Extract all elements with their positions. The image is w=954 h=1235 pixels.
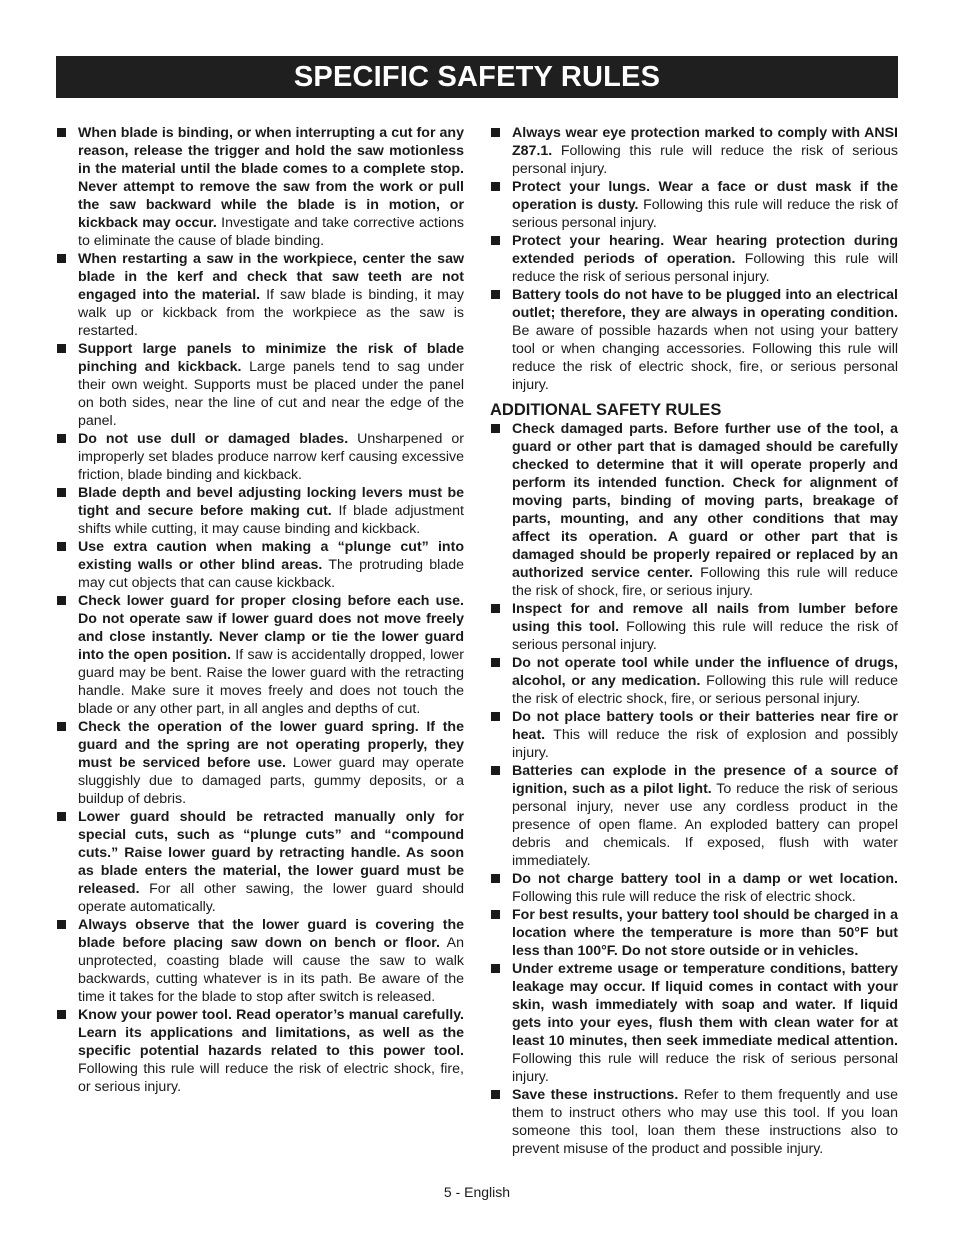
- rule-lead: Blade depth and bevel adjusting locking levers must be tight and secure before making cut.: [78, 485, 464, 519]
- rule-item: [490, 600, 898, 654]
- square-bullet-icon: [491, 658, 500, 667]
- title-bar: [56, 56, 898, 98]
- square-bullet-icon: [491, 766, 500, 775]
- rule-item: [490, 286, 898, 394]
- rule-lead: Under extreme usage or temperature conditions, battery leakage may occur. If liquid comes in contact with your skin, wash immediately with soap and water. If liquid gets into your eyes, flush them with clean water for at least 10 minutes, then seek immediate medical attention.: [512, 961, 898, 1049]
- rule-list: [56, 124, 464, 1096]
- rule-text: Investigate and take corrective actions to eliminate the cause of blade binding.: [78, 215, 464, 249]
- rule-text: Following this rule will reduce the risk of serious personal injury.: [512, 619, 898, 653]
- rule-list: [490, 124, 898, 394]
- rule-item: [490, 906, 898, 960]
- square-bullet-icon: [491, 964, 500, 973]
- left-column: [56, 124, 464, 1096]
- rule-lead: Save these instructions.: [512, 1087, 679, 1103]
- square-bullet-icon: [491, 604, 500, 613]
- rule-lead: Battery tools do not have to be plugged into an electrical outlet; therefore, they are always in operating condition.: [512, 287, 898, 321]
- rule-item: [490, 708, 898, 762]
- rule-item: [490, 124, 898, 178]
- rule-lead: When blade is binding, or when interrupting a cut for any reason, release the trigger and hold the saw motionless in the material until the blade comes to a complete stop. Never attempt to remove the saw from the work or pull the saw backward while the blade is in motion, or kickback may occur.: [78, 125, 464, 231]
- rule-item: [490, 232, 898, 286]
- rule-text: Be aware of possible hazards when not using your battery tool or when changing accessories. Following this rule will reduce the risk of electric shock, fire, or serious personal injury.: [512, 323, 898, 393]
- rule-text: Following this rule will reduce the risk of electric shock, fire, or serious injury.: [78, 1061, 464, 1095]
- square-bullet-icon: [57, 128, 66, 137]
- rule-text: If saw blade is binding, it may walk up or kickback from the workpiece as the saw is restarted.: [78, 287, 464, 339]
- rule-lead: Do not place battery tools or their batteries near fire or heat.: [512, 709, 898, 743]
- rule-item: [56, 538, 464, 592]
- square-bullet-icon: [57, 596, 66, 605]
- rule-text: Refer to them frequently and use them to instruct others who may use this tool. If you loan someone this tool, loan them these instructions also to prevent misuse of the product and possible injury.: [512, 1087, 898, 1157]
- rule-item: [56, 808, 464, 916]
- rule-item: [490, 960, 898, 1086]
- square-bullet-icon: [491, 874, 500, 883]
- rule-text: Following this rule will reduce the risk of serious personal injury.: [512, 251, 898, 285]
- rule-text: To reduce the risk of serious personal injury, never use any cordless product in the presence of open flame. An exploded battery can propel debris and chemicals. If exposed, flush with water immediately.: [512, 781, 898, 869]
- square-bullet-icon: [57, 722, 66, 731]
- rule-lead: Batteries can explode in the presence of a source of ignition, such as a pilot light.: [512, 763, 898, 797]
- rule-item: [56, 430, 464, 484]
- rule-item: [56, 592, 464, 718]
- rule-text: Unsharpened or improperly set blades produce narrow kerf causing excessive friction, blade binding and kickback.: [78, 431, 464, 483]
- rule-lead: Check lower guard for proper closing before each use. Do not operate saw if lower guard does not move freely and close instantly. Never clamp or tie the lower guard into the open position.: [78, 593, 464, 663]
- rule-item: [56, 916, 464, 1006]
- rule-item: [56, 340, 464, 430]
- rule-item: [490, 178, 898, 232]
- rule-text: If blade adjustment shifts while cutting, it may cause binding and kickback.: [78, 503, 464, 537]
- rule-item: [490, 870, 898, 906]
- square-bullet-icon: [491, 712, 500, 721]
- rule-lead: Know your power tool. Read operator’s manual carefully. Learn its applications and limitations, as well as the specific potential hazards related to this power tool.: [78, 1007, 464, 1059]
- rule-text: If saw is accidentally dropped, lower guard may be bent. Raise the lower guard with the retracting handle. Make sure it moves freely and does not touch the blade or any other part, in all angles and depths of cut.: [78, 647, 464, 717]
- rule-item: [490, 762, 898, 870]
- rule-text: Lower guard may operate sluggishly due to damaged parts, gummy deposits, or a buildup of debris.: [78, 755, 464, 807]
- right-column: [490, 124, 898, 1158]
- square-bullet-icon: [491, 910, 500, 919]
- rule-text: This will reduce the risk of explosion and possibly injury.: [512, 727, 898, 761]
- rule-lead: Support large panels to minimize the risk of blade pinching and kickback.: [78, 341, 464, 375]
- square-bullet-icon: [57, 920, 66, 929]
- rule-item: [490, 420, 898, 600]
- rule-lead: Protect your hearing. Wear hearing protection during extended periods of operation.: [512, 233, 898, 267]
- rule-text: Following this rule will reduce the risk of shock, fire, or serious injury.: [512, 565, 898, 599]
- rule-lead: Protect your lungs. Wear a face or dust mask if the operation is dusty.: [512, 179, 898, 213]
- rule-lead: Use extra caution when making a “plunge cut” into existing walls or other blind areas.: [78, 539, 464, 573]
- rule-item: [56, 124, 464, 250]
- square-bullet-icon: [57, 1010, 66, 1019]
- rule-item: [490, 1086, 898, 1158]
- rule-lead: For best results, your battery tool should be charged in a location where the temperature is more than 50°F but less than 100°F. Do not store outside or in vehicles.: [512, 907, 898, 959]
- square-bullet-icon: [491, 182, 500, 191]
- rule-text: The protruding blade may cut objects that can cause kickback.: [78, 557, 464, 591]
- rule-lead: Check the operation of the lower guard spring. If the guard and the spring are not operating properly, they must be serviced before use.: [78, 719, 464, 771]
- rule-text: An unprotected, coasting blade will cause the saw to walk backwards, cutting whatever is in its path. Be aware of the time it takes for the blade to stop after switch is released.: [78, 935, 464, 1005]
- rule-lead: Do not operate tool while under the influence of drugs, alcohol, or any medication.: [512, 655, 898, 689]
- square-bullet-icon: [491, 128, 500, 137]
- page-footer: 5 - English: [443, 1184, 511, 1200]
- square-bullet-icon: [57, 344, 66, 353]
- square-bullet-icon: [57, 434, 66, 443]
- rule-text: Following this rule will reduce the risk of electric shock, fire, or serious personal injury.: [512, 673, 898, 707]
- square-bullet-icon: [491, 236, 500, 245]
- rule-lead: Check damaged parts. Before further use of the tool, a guard or other part that is damaged should be carefully checked to determine that it will operate properly and perform its intended function. Check for alignment of moving parts, binding of moving parts, breakage of parts, mounting, and any other conditions that may affect its operation. A guard or other part that is damaged should be properly repaired or replaced by an authorized service center.: [512, 421, 898, 581]
- square-bullet-icon: [491, 1090, 500, 1099]
- square-bullet-icon: [57, 542, 66, 551]
- rule-lead: Do not use dull or damaged blades.: [78, 431, 349, 447]
- rule-text: Following this rule will reduce the risk of serious personal injury.: [512, 1051, 898, 1085]
- rule-lead: Do not charge battery tool in a damp or wet location.: [512, 871, 898, 887]
- rule-lead: Lower guard should be retracted manually only for special cuts, such as “plunge cuts” and “compound cuts.” Raise lower guard by retracting handle. As soon as blade enters the material, the lower guard must be released.: [78, 809, 464, 897]
- square-bullet-icon: [491, 424, 500, 433]
- rule-item: [56, 1006, 464, 1096]
- square-bullet-icon: [57, 254, 66, 263]
- page-title: SPECIFIC SAFETY RULES: [293, 60, 661, 93]
- rule-lead: Always observe that the lower guard is covering the blade before placing saw down on bench or floor.: [78, 917, 464, 951]
- rule-text: Following this rule will reduce the risk of serious personal injury.: [512, 143, 898, 177]
- rule-text: Following this rule will reduce the risk of serious personal injury.: [512, 197, 898, 231]
- rule-list: [490, 420, 898, 1158]
- rule-text: Large panels tend to sag under their own weight. Supports must be placed under the panel on both sides, near the line of cut and near the edge of the panel.: [78, 359, 464, 429]
- rule-text: Following this rule will reduce the risk of electric shock.: [512, 889, 856, 905]
- rule-lead: When restarting a saw in the workpiece, center the saw blade in the kerf and check that saw teeth are not engaged into the material.: [78, 251, 464, 303]
- rule-text: For all other sawing, the lower guard should operate automatically.: [78, 881, 464, 915]
- rule-lead: Inspect for and remove all nails from lumber before using this tool.: [512, 601, 898, 635]
- rule-lead: Always wear eye protection marked to comply with ANSI Z87.1.: [512, 125, 898, 159]
- section-heading: ADDITIONAL SAFETY RULES: [490, 401, 722, 419]
- square-bullet-icon: [491, 290, 500, 299]
- square-bullet-icon: [57, 488, 66, 497]
- rule-item: [56, 484, 464, 538]
- rule-item: [56, 250, 464, 340]
- square-bullet-icon: [57, 812, 66, 821]
- rule-item: [56, 718, 464, 808]
- rule-item: [490, 654, 898, 708]
